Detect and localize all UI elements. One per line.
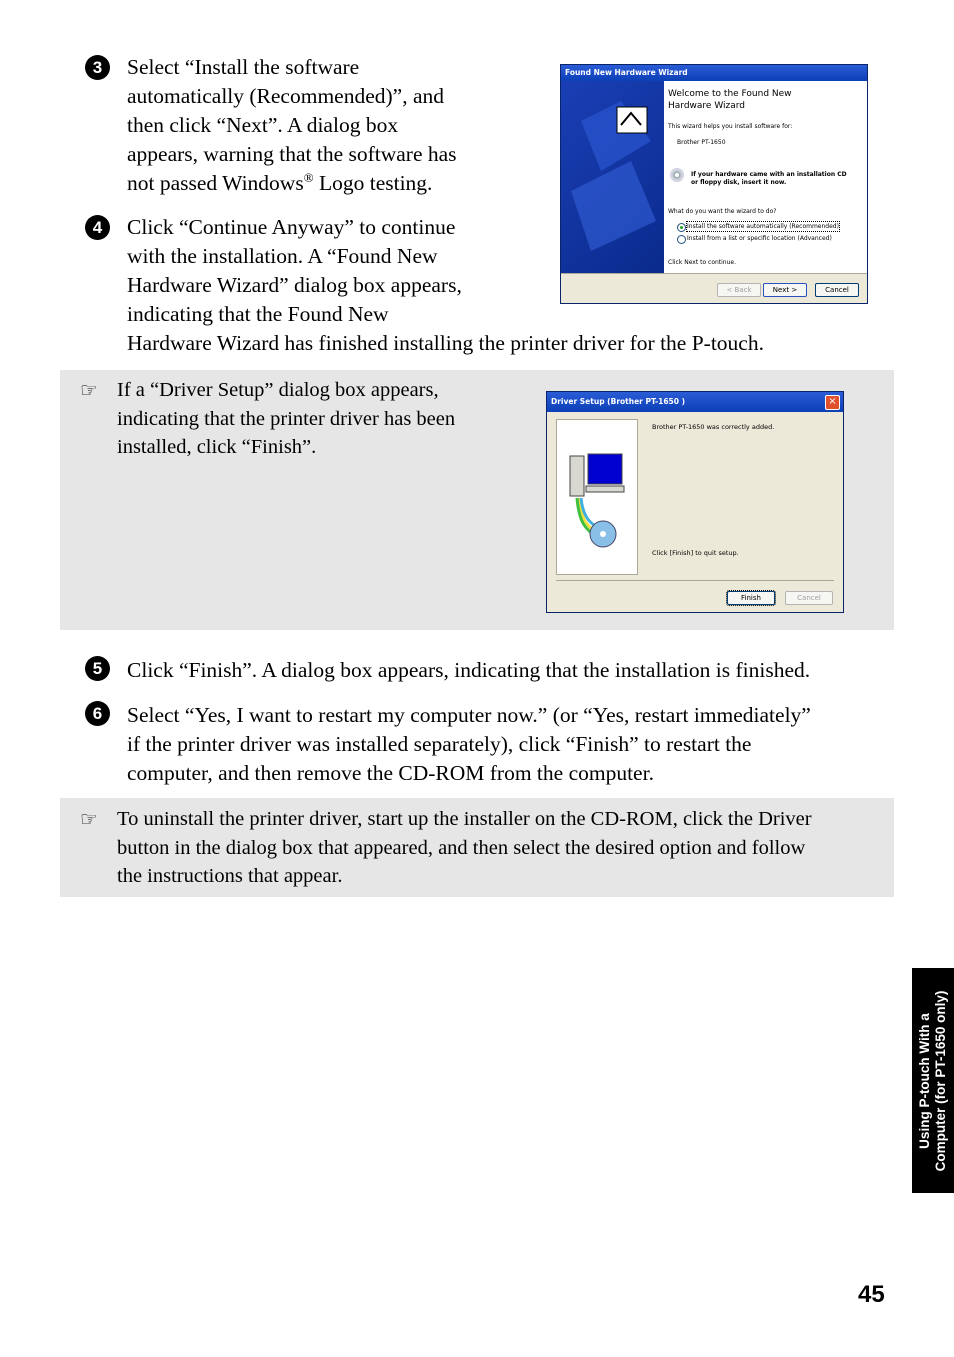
page-number: 45 — [858, 1281, 885, 1308]
radio-option-1-label: Install the software automatically (Recommended) — [687, 223, 839, 230]
driver-setup-cancel-button[interactable]: Cancel — [785, 591, 833, 605]
wizard-heading-1: Welcome to the Found New — [668, 89, 792, 99]
note-1-text: If a “Driver Setup” dialog box appears, indicating that the printer driver has been installed, click “Finish”. — [117, 379, 456, 458]
setup-image-panel — [556, 419, 638, 575]
note-2-text: To uninstall the printer driver, start up the installer on the CD-ROM, click the Driver button in the dialog box that appeared, and then select the desired option and follow the instructions that appear. — [117, 808, 812, 887]
step-5-number: 5 — [85, 656, 110, 681]
radio-option-2-label: Install from a list or specific location (Advanced) — [687, 235, 832, 242]
next-button[interactable]: Next > — [763, 283, 807, 297]
driver-setup-divider — [556, 580, 834, 581]
wizard-banner — [561, 81, 664, 273]
wizard-continue: Click Next to continue. — [668, 259, 737, 266]
step-3-text: Select “Install the software automatically (Recommended)”, and then click “Next”. A dialog box appears, warning that the software has not passed Windows® Logo testing. — [127, 55, 457, 195]
close-icon[interactable]: × — [825, 395, 840, 410]
wizard-banner-graphic — [561, 81, 664, 273]
radio-option-1[interactable] — [677, 223, 686, 232]
cd-icon — [670, 168, 684, 182]
radio-option-2[interactable] — [677, 235, 686, 244]
found-new-hardware-wizard-dialog — [560, 64, 868, 304]
wizard-device: Brother PT-1650 — [677, 139, 726, 146]
step-4-number: 4 — [85, 215, 110, 240]
driver-setup-quit: Click [Finish] to quit setup. — [652, 549, 739, 557]
wizard-question: What do you want the wizard to do? — [668, 208, 777, 215]
back-button[interactable]: < Back — [717, 283, 761, 297]
pointing-hand-icon: ☞ — [80, 378, 98, 402]
driver-setup-message: Brother PT-1650 was correctly added. — [652, 423, 775, 431]
step-6-number: 6 — [85, 701, 110, 726]
step-4-text: Click “Continue Anyway” to continue with the installation. A “Found New Hardware Wizard” dialog box appears, indicating that the Found New Hardware Wizard has finished installing the printer driver for the P-touch. — [127, 215, 764, 355]
section-side-tab — [912, 968, 954, 1193]
wizard-title: Found New Hardware Wizard — [561, 65, 867, 81]
finish-button[interactable]: Finish — [727, 591, 775, 605]
wizard-cd-line2: or floppy disk, insert it now. — [691, 179, 787, 186]
computer-cd-icon — [557, 420, 637, 574]
wizard-cd-line1: If your hardware came with an installation CD — [691, 171, 847, 178]
hardware-icon — [617, 107, 647, 133]
step-6-text: Select “Yes, I want to restart my computer now.” (or “Yes, restart immediately” if the printer driver was installed separately), click “Finish” to restart the computer, and then remove the CD-ROM from the computer. — [127, 703, 811, 785]
driver-setup-dialog — [546, 391, 844, 613]
side-tab-line-2: Computer (for PT-1650 only) — [933, 990, 948, 1171]
wizard-heading-2: Hardware Wizard — [668, 101, 746, 111]
side-tab-line-1: Using P-touch With a — [917, 1012, 932, 1149]
cancel-button[interactable]: Cancel — [815, 283, 859, 297]
pointing-hand-icon: ☞ — [80, 807, 98, 831]
step-3-number: 3 — [85, 55, 110, 80]
step-5-text: Click “Finish”. A dialog box appears, indicating that the installation is finished. — [127, 658, 811, 682]
wizard-intro: This wizard helps you install software for: — [668, 123, 793, 130]
driver-setup-title: Driver Setup (Brother PT-1650 ) — [547, 392, 843, 412]
